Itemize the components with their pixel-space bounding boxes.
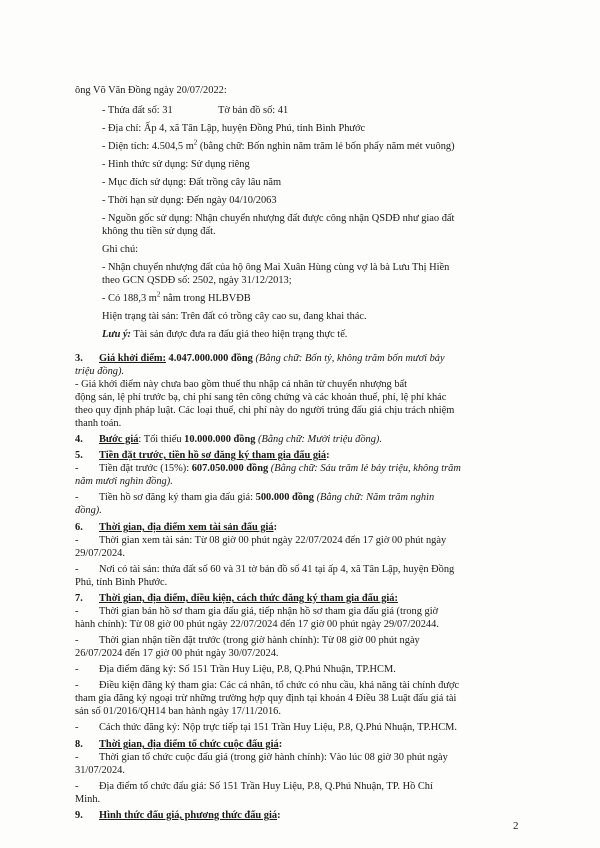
starting-price-desc-line3: theo quy định pháp luật. Các loại thuế, chi phí này do người trúng đấu giá chịu trách nhiệm <box>75 405 455 416</box>
dossier-sale-line2: hành chính): Từ 08 giờ 00 phút ngày 22/07/2024 đến 17 giờ 00 phút ngày 29/07/20244. <box>75 619 439 630</box>
starting-price-amount: 4.047.000.000 đồng <box>165 353 253 364</box>
auction-time-line1 <box>75 751 448 764</box>
fee-label: Tiền hồ sơ đăng ký tham gia đấu giá: <box>99 492 256 503</box>
section-9-heading <box>75 809 281 822</box>
auction-place-text: Địa điểm tổ chức đấu giá: Số 151 Trần Huy Liệu, P.8, Q.Phú Nhuận, TP. Hồ Chí <box>99 781 433 792</box>
dash: - <box>75 722 79 733</box>
section-6-title: Thời gian, địa điểm xem tài sản đấu giá <box>99 522 274 533</box>
note-area-value: - Có 188,3 m <box>102 293 157 304</box>
deposit-words-line2: năm mươi nghìn đồng). <box>75 476 173 487</box>
viewing-time-line1 <box>75 534 446 547</box>
section-7-heading <box>75 592 398 605</box>
intro-line: ông Võ Văn Đồng ngày 20/07/2022: <box>75 85 227 96</box>
fee-line <box>75 491 434 504</box>
dash: - <box>75 635 79 646</box>
starting-price-desc-line1 <box>75 378 407 391</box>
caution-text: Tài sản được đưa ra đấu giá theo hiện trạng thực tế. <box>131 329 348 340</box>
dash: - <box>75 680 79 691</box>
registration-conditions-text: Điều kiện đăng ký tham gia: Các cá nhân, tổ chức có nhu cầu, khả năng tài chính được <box>99 680 460 691</box>
deposit-label: Tiền đặt trước (15%): <box>99 463 192 474</box>
property-address: - Địa chỉ: Ấp 4, xã Tân Lập, huyện Đồng Phú, tỉnh Bình Phước <box>102 123 366 134</box>
section-8-number: 8. <box>75 739 83 750</box>
dash: - <box>75 606 79 617</box>
usage-purpose: - Mục đích sử dụng: Đất trồng cây lâu năm <box>102 177 282 188</box>
section-4-title: Bước giá <box>99 434 139 445</box>
usage-origin-line1: - Nguồn gốc sử dụng: Nhận chuyển nhượng đất được công nhận QSDĐ như giao đất <box>102 213 455 224</box>
auction-time-text: Thời gian tổ chức cuộc đấu giá (trong giờ hành chính): Vào lúc 08 giờ 30 phút ngày <box>99 752 448 763</box>
auction-place-line1 <box>75 780 433 793</box>
page-number: 2 <box>513 820 519 832</box>
deposit-time-line1 <box>75 634 420 647</box>
dash: - <box>75 664 79 675</box>
dash: - <box>75 492 79 503</box>
auction-place-line2: Minh. <box>75 794 101 805</box>
property-area <box>102 140 455 153</box>
auction-time-line2: 31/07/2024. <box>75 765 125 776</box>
dossier-sale-text: Thời gian bán hồ sơ tham gia đấu giá, tiếp nhận hồ sơ tham gia đấu giá (trong giờ <box>99 606 439 617</box>
viewing-time-text: Thời gian xem tài sản: Từ 08 giờ 00 phút ngày 22/07/2024 đến 17 giờ 00 phút ngày <box>99 535 447 546</box>
dash: - <box>75 564 79 575</box>
section-4-number: 4. <box>75 434 83 445</box>
section-7-title: Thời gian, địa điểm, điều kiện, cách thức đăng ký tham gia đấu giá: <box>99 593 398 604</box>
deposit-time-text: Thời gian nhận tiền đặt trước (trong giờ hành chính): Từ 08 giờ 00 phút ngày <box>99 635 420 646</box>
section-6-heading <box>75 521 277 534</box>
section-8-colon: : <box>278 739 283 750</box>
note-line3 <box>102 292 251 305</box>
bid-step-prefix: : Tối thiểu <box>138 434 185 445</box>
section-5-number: 5. <box>75 450 83 461</box>
property-status: Hiện trạng tài sản: Trên đất có trồng cây cao su, đang khai thác. <box>102 311 367 322</box>
registration-conditions-line3: sản số 01/2016/QH14 ban hành ngày 17/11/2016. <box>75 706 281 717</box>
asset-location-line2: Phú, tỉnh Bình Phước. <box>75 577 168 588</box>
fee-words-line2: đồng). <box>75 505 102 516</box>
map-sheet-number: Tờ bản đồ số: 41 <box>218 105 289 116</box>
area-words: (bằng chữ: Bốn nghìn năm trăm lẻ bốn phẩy năm mét vuông) <box>197 141 455 152</box>
section-8-heading <box>75 738 282 751</box>
viewing-time-line2: 29/07/2024. <box>75 548 125 559</box>
section-9-number: 9. <box>75 810 83 821</box>
note-line2: theo GCN QSDĐ số: 2502, ngày 31/12/2013; <box>102 275 292 286</box>
note-area-superscript: 2 <box>156 290 161 299</box>
parcel-number: - Thửa đất số: 31 <box>102 105 173 116</box>
registration-conditions-line1 <box>75 679 459 692</box>
usage-form: - Hình thức sử dụng: Sử dụng riêng <box>102 159 250 170</box>
dash: - <box>75 463 79 474</box>
starting-price-words-line2: triệu đồng). <box>75 366 125 377</box>
starting-price-desc-text: Giá khởi điểm này chưa bao gồm thuế thu nhập cá nhân từ chuyển nhượng bất <box>78 379 408 390</box>
starting-price-desc-line4: thanh toán. <box>75 418 122 429</box>
section-5-title: Tiền đặt trước, tiền hồ sơ đăng ký tham gia đấu giá <box>99 450 327 461</box>
starting-price-words: (Bằng chữ: Bốn tỷ, không trăm bốn mươi bảy <box>252 353 445 364</box>
caution-line <box>102 328 347 341</box>
section-4-heading <box>75 433 382 446</box>
usage-origin-line2: không thu tiền sử dụng đất. <box>102 226 216 237</box>
area-value: - Diện tích: 4.504,5 m <box>102 141 194 152</box>
section-3-title: Giá khởi điểm: <box>99 353 166 364</box>
section-5-heading <box>75 449 330 462</box>
section-8-title: Thời gian, địa điểm tổ chức cuộc đấu giá <box>99 739 279 750</box>
fee-words: (Bằng chữ: Năm trăm nghìn <box>313 492 435 503</box>
fee-amount: 500.000 đồng <box>255 492 314 503</box>
deposit-amount: 607.050.000 đồng <box>191 463 269 474</box>
section-7-number: 7. <box>75 593 83 604</box>
dash: - <box>75 752 79 763</box>
registration-place <box>75 663 396 676</box>
dash: - <box>75 379 79 390</box>
caution-label: Lưu ý: <box>102 329 132 340</box>
section-3-heading <box>75 352 445 365</box>
deposit-time-line2: 26/07/2024 đến 17 giờ 00 phút ngày 30/07/2024. <box>75 648 279 659</box>
section-9-colon: : <box>277 810 281 821</box>
section-6-number: 6. <box>75 522 83 533</box>
dash: - <box>75 535 79 546</box>
registration-conditions-line2: tham gia đăng ký ngoại trừ những trường hợp quy định tại khoản 4 Điều 38 Luật đấu giá tài <box>75 693 457 704</box>
section-5-colon: : <box>326 450 330 461</box>
bid-step-words: (Bằng chữ: Mười triệu đồng). <box>255 434 382 445</box>
section-9-title: Hình thức đấu giá, phương thức đấu giá <box>99 810 278 821</box>
dossier-sale-line1 <box>75 605 438 618</box>
note-label: Ghi chú: <box>102 244 139 255</box>
note-line1: - Nhận chuyển nhượng đất của hộ ông Mai Xuân Hùng cùng vợ là bà Lưu Thị Hiền <box>102 262 450 273</box>
registration-place-text: Địa điểm đăng ký: Số 151 Trần Huy Liệu, P.8, Q.Phú Nhuận, TP.HCM. <box>99 664 396 675</box>
dash: - <box>75 781 79 792</box>
registration-method-text: Cách thức đăng ký: Nộp trực tiếp tại 151 Trần Huy Liệu, P.8, Q.Phú Nhuận, TP.HCM. <box>99 722 457 733</box>
registration-method <box>75 721 457 734</box>
section-6-colon: : <box>273 522 278 533</box>
usage-term: - Thời hạn sử dụng: Đến ngày 04/10/2063 <box>102 195 277 206</box>
area-superscript: 2 <box>193 138 198 147</box>
asset-location-line1 <box>75 563 454 576</box>
deposit-line <box>75 462 461 475</box>
deposit-words: (Bằng chữ: Sáu trăm lẻ bảy triệu, không trăm <box>268 463 461 474</box>
note-area-text: nằm trong HLBVĐB <box>160 293 251 304</box>
bid-step-amount: 10.000.000 đồng <box>184 434 256 445</box>
section-3-number: 3. <box>75 353 83 364</box>
starting-price-desc-line2: động sản, lệ phí trước bạ, chi phí sang tên công chứng và các khoản thuế, phí, lệ phí khác <box>75 392 447 403</box>
asset-location-text: Nơi có tài sản: thửa đất số 60 và 31 tờ bản đồ số 41 tại ấp 4, xã Tân Lập, huyện Đồng <box>99 564 455 575</box>
